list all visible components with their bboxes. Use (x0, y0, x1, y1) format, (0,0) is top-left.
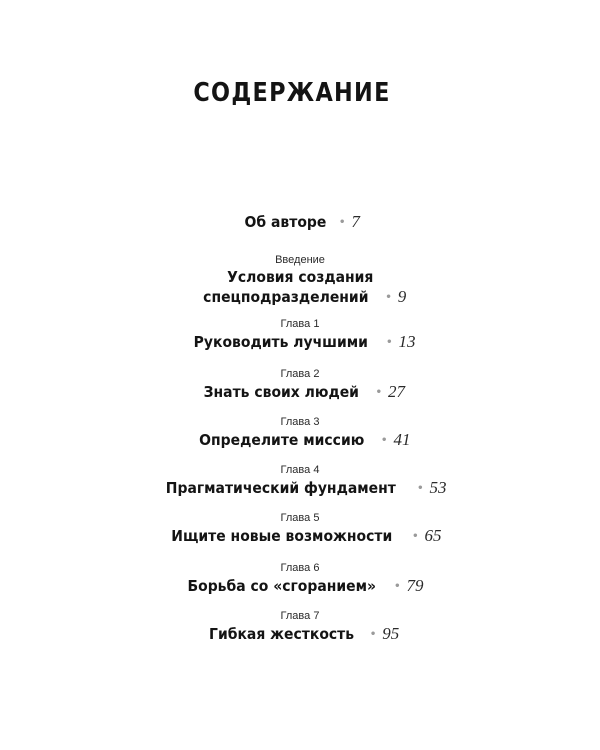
toc-entry-label: Глава 7 (280, 610, 320, 622)
page-title: СОДЕРЖАНИЕ (193, 78, 391, 108)
toc-page-number: 9 (397, 287, 407, 306)
bullet-separator: • (385, 292, 392, 303)
toc-entry-title: Руководить лучшими (194, 333, 369, 351)
toc-entry-label: Глава 3 (280, 416, 320, 428)
toc-entry-title: Прагматический фундамент (166, 479, 397, 497)
toc-entry-label: Глава 6 (280, 562, 320, 574)
toc-entry-title: Об авторе (244, 213, 327, 231)
toc-entry-chapter-5[interactable] (0, 512, 600, 546)
toc-entry-introduction[interactable] (0, 254, 600, 307)
toc-entry-title-line-1: Условия создания (226, 268, 374, 286)
toc-entry-label: Глава 1 (280, 318, 320, 330)
bullet-separator: • (375, 387, 382, 398)
toc-page-number: 41 (393, 430, 411, 449)
bullet-separator: • (386, 337, 393, 348)
toc-entry-label: Глава 5 (280, 512, 320, 524)
toc-entry-title: Борьба со «сгоранием» (186, 577, 376, 595)
toc-entry-chapter-4[interactable] (0, 464, 600, 498)
bullet-separator: • (369, 629, 377, 640)
toc-page-number: 7 (351, 212, 360, 231)
toc-entry-title: Гибкая жесткость (208, 625, 354, 643)
toc-entry-chapter-6[interactable] (0, 562, 600, 596)
bullet-separator: • (339, 217, 346, 228)
toc-entry-chapter-1[interactable] (0, 318, 600, 352)
toc-entry-about-author[interactable] (0, 212, 600, 232)
toc-entry-label: Глава 4 (280, 464, 320, 476)
bullet-separator: • (417, 483, 424, 494)
toc-entry-chapter-2[interactable] (0, 368, 600, 402)
toc-entry-chapter-3[interactable] (0, 416, 600, 450)
toc-page-number: 27 (387, 382, 405, 401)
toc-entry-title: Ищите новые возможности (170, 527, 392, 545)
toc-page-number: 95 (382, 624, 400, 643)
bullet-separator: • (394, 581, 401, 592)
toc-entry-chapter-7[interactable] (0, 610, 600, 644)
bullet-separator: • (412, 531, 419, 542)
toc-page-number: 65 (424, 526, 442, 545)
toc-page-number: 79 (406, 576, 424, 595)
toc-entry-title-line-2: спецподразделений (202, 288, 369, 306)
toc-entry-label: Введение (275, 254, 325, 266)
bullet-separator: • (381, 435, 388, 446)
toc-entry-title: Определите миссию (198, 431, 364, 449)
toc-entry-label: Глава 2 (280, 368, 320, 380)
toc-entry-title: Знать своих людей (203, 383, 359, 401)
toc-page-number: 13 (398, 332, 416, 351)
toc-page-number: 53 (429, 478, 447, 497)
